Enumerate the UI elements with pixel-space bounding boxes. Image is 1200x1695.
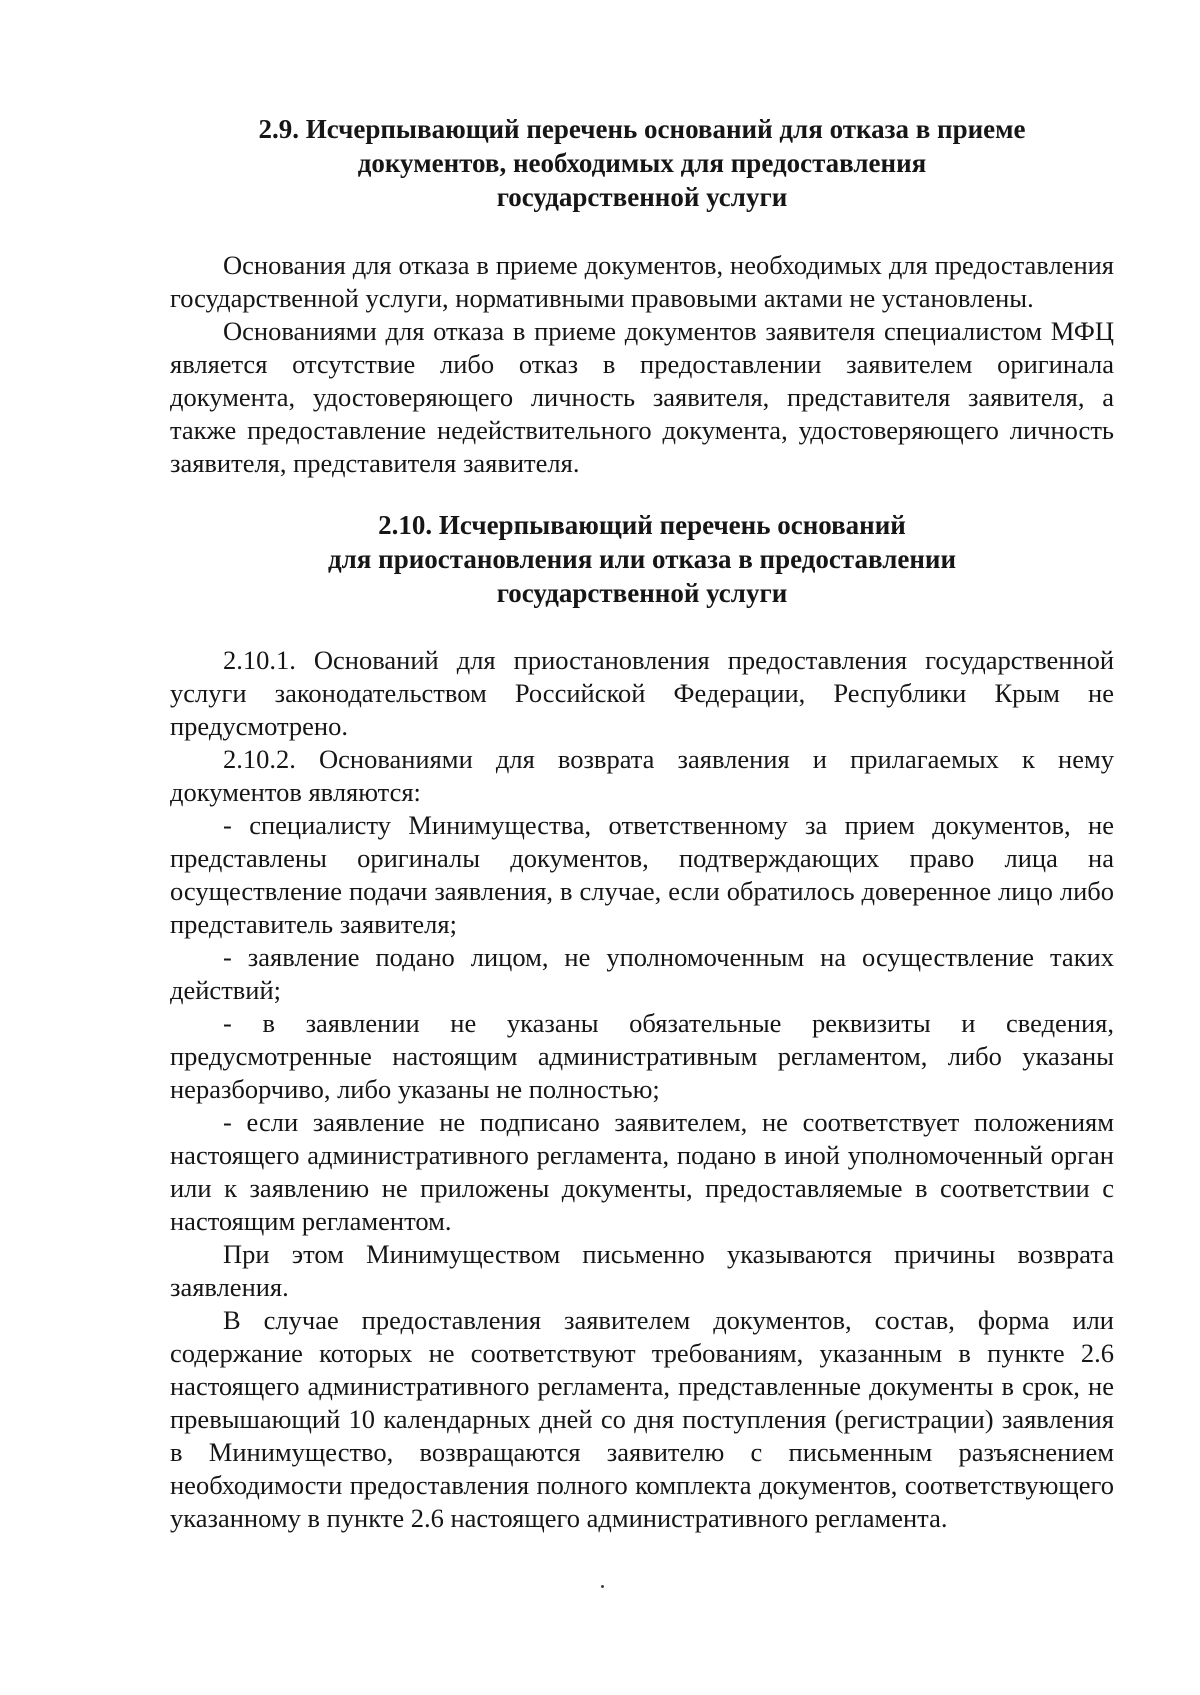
list-item: - специалисту Минимущества, ответственному за прием документов, не представлены оригиналы документов, подтверждающих право лица на осуществление подачи заявления, в случае, если обратилось доверенное лицо либо представитель заявителя; — [170, 810, 1114, 939]
document-page — [170, 112, 1114, 1535]
heading-line: государственной услуги — [496, 182, 788, 212]
heading-line: 2.9. Исчерпывающий перечень оснований для отказа в приеме — [258, 114, 1026, 144]
list-item: - если заявление не подписано заявителем, не соответствует положениям настоящего административного регламента, подано в иной уполномоченный орган или к заявлению не приложены документы, предоставляемые в соответствии с настоящим регламентом. — [170, 1107, 1114, 1236]
heading-line: для приостановления или отказа в предоставлении — [327, 544, 957, 574]
paragraph: Основаниями для отказа в приеме документов заявителя специалистом МФЦ является отсутствие либо отказ в предоставлении заявителем оригинала документа, удостоверяющего личность заявителя, представителя заявителя, а также предоставление недействительного документа, удостоверяющего личность заявителя, представителя заявителя. — [170, 316, 1114, 478]
section-2-9-heading — [170, 112, 1114, 214]
paragraph: При этом Минимуществом письменно указываются причины возврата заявления. — [170, 1239, 1114, 1302]
heading-line: государственной услуги — [496, 578, 788, 608]
paragraph: 2.10.1. Оснований для приостановления предоставления государственной услуги законодательством Российской Федерации, Республики Крым не предусмотрено. — [170, 645, 1114, 741]
heading-line: 2.10. Исчерпывающий перечень оснований — [378, 510, 906, 540]
section-2-10-heading — [170, 508, 1114, 610]
heading-line: документов, необходимых для предоставления — [357, 148, 927, 178]
paragraph: В случае предоставления заявителем документов, состав, форма или содержание которых не соответствуют требованиям, указанным в пункте 2.6 настоящего административного регламента, представленные документы в срок, не превышающий 10 календарных дней со дня поступления (регистрации) заявления в Минимущество, возвращаются заявителю с письменным разъяснением необходимости предоставления полного комплекта документов, соответствующего указанному в пункте 2.6 настоящего административного регламента. — [170, 1305, 1114, 1533]
list-item: - в заявлении не указаны обязательные реквизиты и сведения, предусмотренные настоящим административным регламентом, либо указаны неразборчиво, либо указаны не полностью; — [170, 1008, 1114, 1104]
list-item: - заявление подано лицом, не уполномоченным на осуществление таких действий; — [170, 942, 1114, 1005]
scan-speck — [601, 1585, 604, 1588]
paragraph: Основания для отказа в приеме документов, необходимых для предоставления государственной услуги, нормативными правовыми актами не установлены. — [170, 250, 1114, 313]
paragraph: 2.10.2. Основаниями для возврата заявления и прилагаемых к нему документов являются: — [170, 744, 1114, 807]
